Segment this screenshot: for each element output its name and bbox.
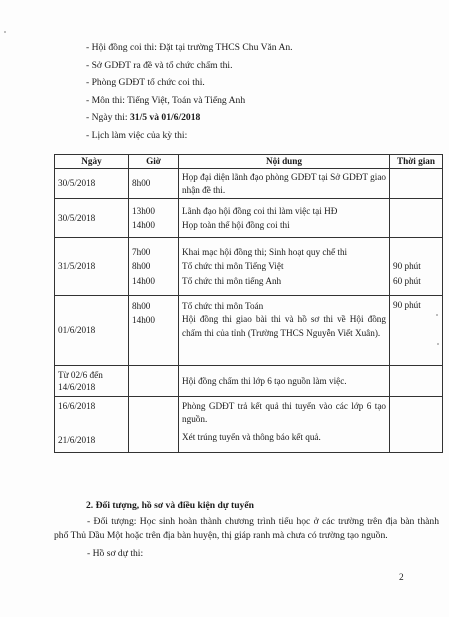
bullet-subjects: - Môn thi: Tiếng Việt, Toán và Tiếng Anh <box>86 94 246 106</box>
scan-speck <box>436 314 438 316</box>
cell-duration <box>390 397 443 453</box>
table-row <box>55 397 443 453</box>
table-row <box>55 169 443 199</box>
cell-date: 30/5/2018 <box>55 199 129 238</box>
cell-content: Phòng GDĐT trả kết quả thi tuyển vào các lớp 6 tạo nguồn. Xét trúng tuyển và thông báo kết quả. <box>179 397 390 453</box>
header-content: Nội dung <box>179 155 390 169</box>
cell-date: 01/6/2018 <box>55 296 129 366</box>
section-heading: 2. Đối tượng, hồ sơ và điều kiện dự tuyển <box>86 500 254 511</box>
exam-date-value: 31/5 và 01/6/2018 <box>129 112 201 124</box>
header-date: Ngày <box>55 155 129 169</box>
exam-schedule-table <box>54 154 443 453</box>
cell-date: 16/6/2018 21/6/2018 <box>55 397 129 453</box>
table-header-row <box>55 155 443 169</box>
cell-content: Khai mạc hội đồng thi; Sinh hoạt quy chế thi Tổ chức thi môn Tiếng Việt Tổ chức thi môn tiếng Anh <box>179 238 390 296</box>
cell-date: 31/5/2018 <box>55 238 129 296</box>
cell-duration: 90 phút <box>390 296 443 366</box>
cell-time: 7h00 8h00 14h00 <box>129 238 179 296</box>
cell-time: 8h00 14h00 <box>129 296 179 366</box>
table-row <box>55 366 443 397</box>
eligibility-paragraph: - Đối tượng: Học sinh hoàn thành chương trình tiểu học ở các trường trên địa bàn thành phố Thủ Dầu Một hoặc trên địa bàn huyện, thị giáp ranh mà chưa có trường tạo nguồn. <box>54 516 439 541</box>
exam-info-list <box>86 41 426 147</box>
cell-date: Từ 02/6 đến 14/6/2018 <box>55 366 129 397</box>
bullet-department-exam: - Sở GDĐT ra đề và tổ chức chấm thi. <box>86 59 233 71</box>
cell-time <box>129 397 179 453</box>
bullet-office-proctoring: - Phòng GDĐT tổ chức coi thi. <box>86 77 205 89</box>
cell-duration: 90 phút 60 phút <box>390 238 443 296</box>
section-eligibility <box>54 499 439 561</box>
cell-time <box>129 366 179 397</box>
page-number: 2 <box>399 573 404 583</box>
cell-duration <box>390 366 443 397</box>
cell-time: 13h00 14h00 <box>129 199 179 238</box>
cell-content: Lãnh đạo hội đồng coi thi làm việc tại HĐ Họp toàn thể hội đồng coi thi <box>179 199 390 238</box>
cell-content: Họp đại diện lãnh đạo phòng GDĐT tại Sở GDĐT giao nhận đề thi. <box>179 169 390 199</box>
application-docs-line: - Hồ sơ dự thi: <box>87 548 144 559</box>
table-row <box>55 238 443 296</box>
table-row <box>55 199 443 238</box>
cell-duration <box>390 169 443 199</box>
cell-date: 30/5/2018 <box>55 169 129 199</box>
scan-speck <box>4 31 6 33</box>
bullet-schedule-intro: - Lịch làm việc của kỳ thi: <box>86 129 188 141</box>
table-row <box>55 296 443 366</box>
header-duration: Thời gian <box>390 155 443 169</box>
cell-duration <box>390 199 443 238</box>
bullet-council: - Hội đồng coi thi: Đặt tại trường THCS Chu Văn An. <box>86 42 293 53</box>
cell-content: Hội đồng chấm thi lớp 6 tạo nguồn làm việc. <box>179 366 390 397</box>
cell-time: 8h00 <box>129 169 179 199</box>
bullet-exam-date: - Ngày thi: 31/5 và 01/6/2018 <box>86 112 201 124</box>
header-time: Giờ <box>129 155 179 169</box>
scan-speck <box>437 343 439 345</box>
cell-content: Tổ chức thi môn Toán Hội đồng thi giao bài thi và hồ sơ thi về Hội đồng chấm thi của tỉnh (Trường THCS Nguyễn Viết Xuân). <box>179 296 390 366</box>
